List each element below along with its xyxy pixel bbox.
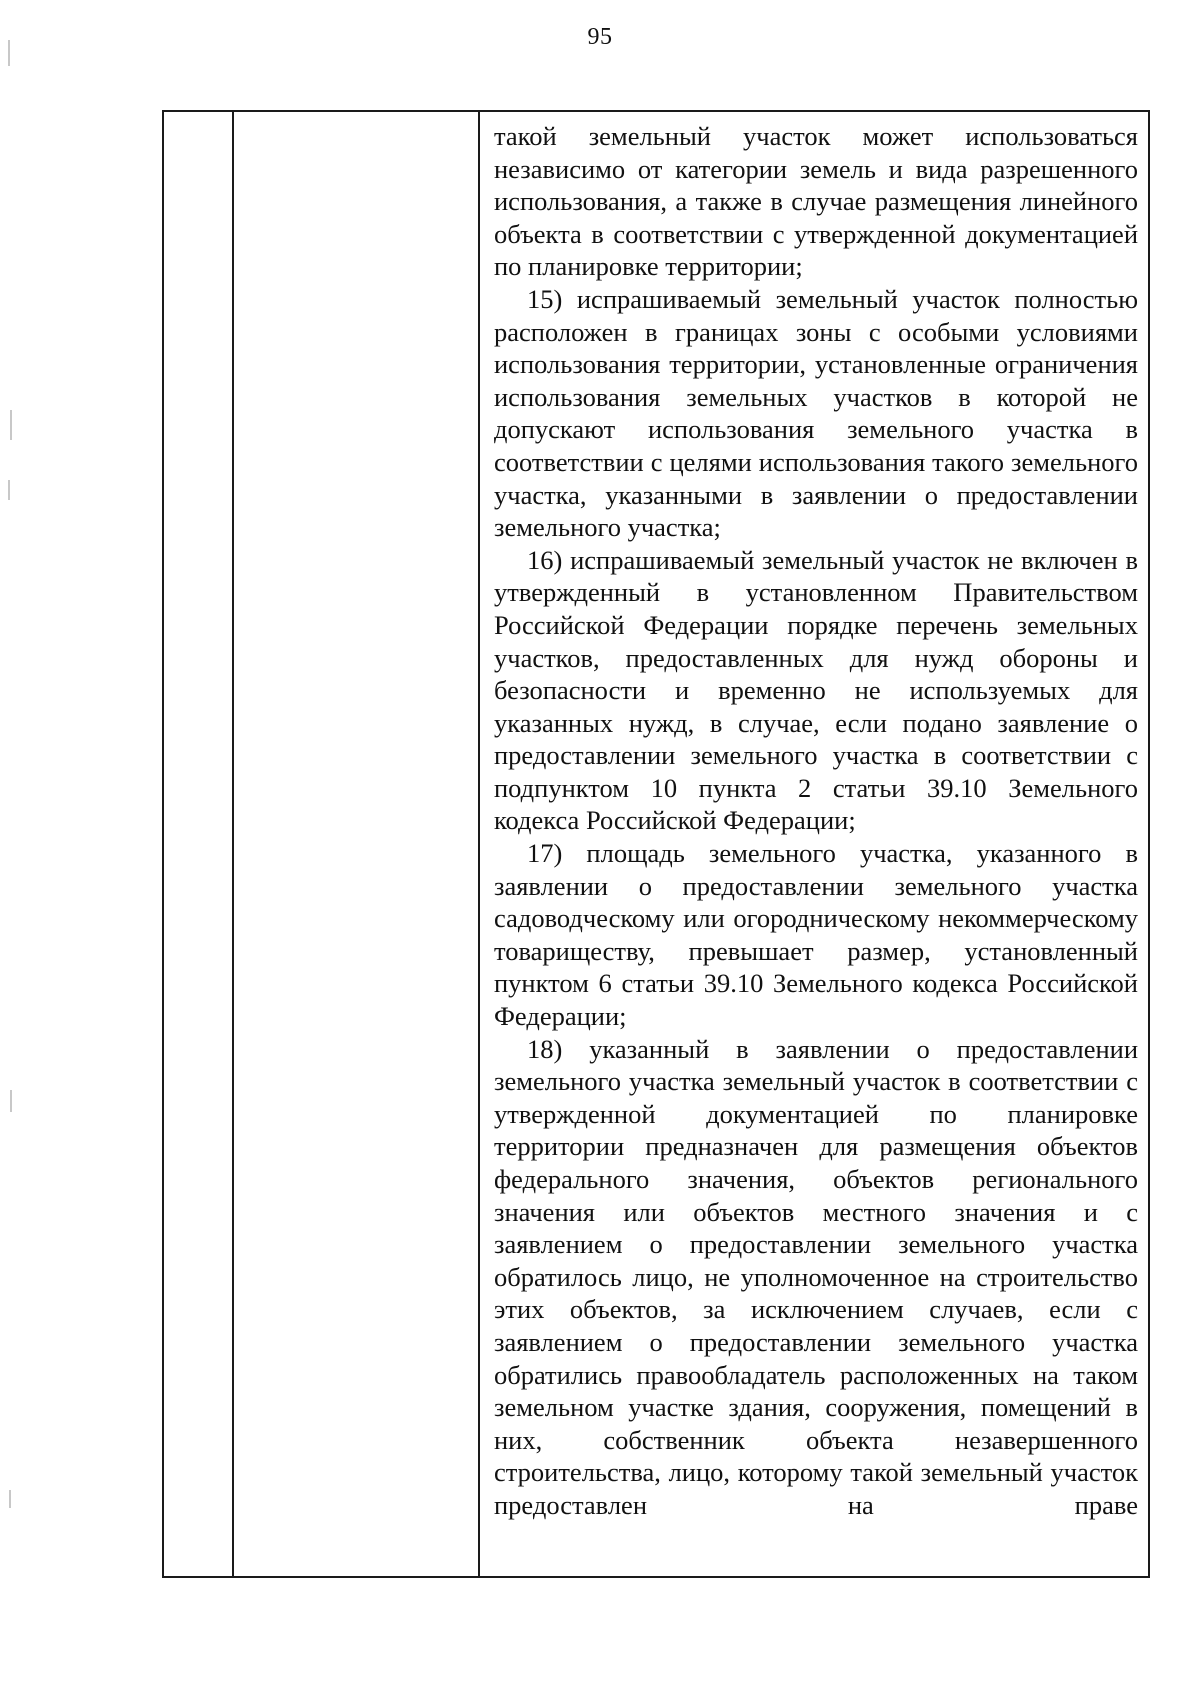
scan-mark	[10, 410, 12, 440]
paragraph-item-17: 17) площадь земельного участка, указанного в заявлении о предоставлении земельного участка садоводческому или огородническому некоммерческому товариществу, превышает размер, установленный пунктом 6 статьи 39.10 Земельного кодекса Российской Федерации;	[494, 838, 1138, 1032]
page-number: 95	[587, 24, 613, 50]
paragraph-item-15: 15) испрашиваемый земельный участок полностью расположен в границах зоны с особыми условиями использования территории, установленные ограничения использования земельных участков в которой не допускают использования земельного участка в соответствии с целями использования такого земельного участка, указанными в заявлении о предоставлении земельного участка;	[494, 283, 1138, 543]
scan-mark	[8, 40, 10, 66]
table-cell-number	[163, 111, 233, 1577]
scan-mark	[8, 480, 10, 500]
grounds-text	[480, 112, 1148, 1522]
paragraph-item-18: 18) указанный в заявлении о предоставлении земельного участка земельный участок в соответствии с утвержденной документацией по планировке территории предназначен для размещения объектов федерального значения, объектов регионального значения или объектов местного значения и с заявлением о предоставлении земельного участка обратилось лицо, не уполномоченное на строительство этих объектов, за исключением случаев, если с заявлением о предоставлении земельного участка обратились правообладатель расположенных на таком земельном участке здания, сооружения, помещений в них, собственник объекта незавершенного строительства, лицо, которому такой земельный участок предоставлен на праве	[494, 1033, 1138, 1520]
table-cell-name	[233, 111, 479, 1577]
paragraph-item-16: 16) испрашиваемый земельный участок не включен в утвержденный в установленном Правительством Российской Федерации порядке перечень земельных участков, предоставленных для нужд обороны и безопасности и временно не используемых для указанных нужд, в случае, если подано заявление о предоставлении земельного участка в соответствии с подпунктом 10 пункта 2 статьи 39.10 Земельного кодекса Российской Федерации;	[494, 544, 1138, 836]
paragraph-continuation: такой земельный участок может использоваться независимо от категории земель и вида разрешенного использования, а также в случае размещения линейного объекта в соответствии с утвержденной документацией по планировке территории;	[494, 121, 1138, 282]
table-row	[163, 111, 1149, 1577]
scan-mark	[9, 1490, 11, 1508]
scan-mark	[10, 1090, 12, 1112]
table-cell-content	[479, 111, 1149, 1577]
document-table	[162, 110, 1150, 1578]
